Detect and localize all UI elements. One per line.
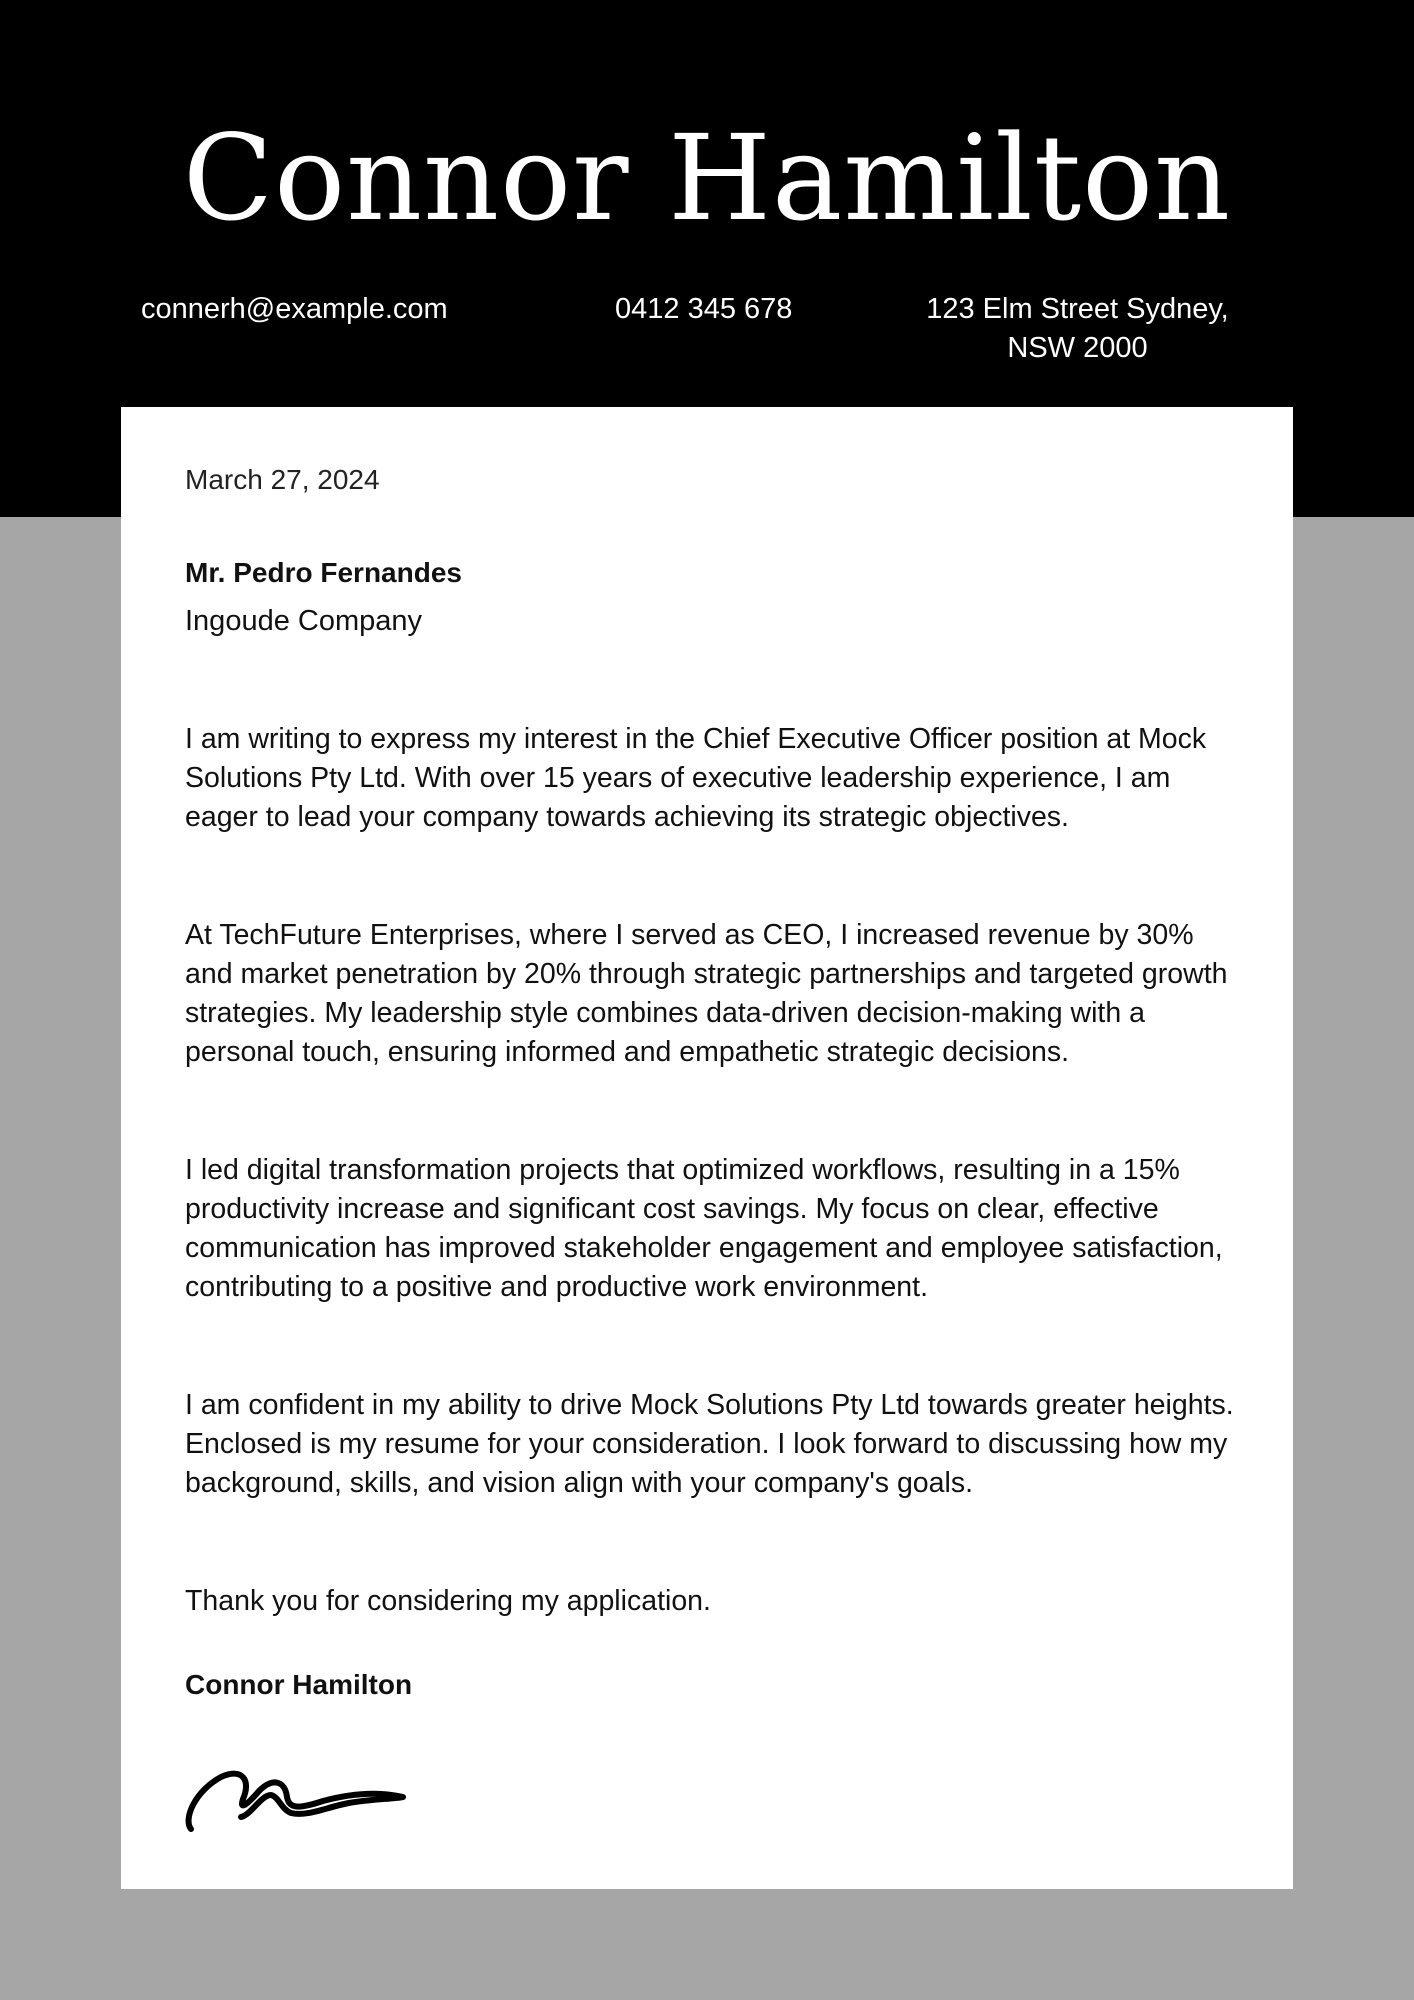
- contact-phone: 0412 345 678: [615, 293, 793, 325]
- letter-paragraph-intro: I am writing to express my interest in the Chief Executive Officer position at Mock Solutions Pty Ltd. With over 15 years of executive leadership experience, I am eager to lead your company towards achieving its strategic objectives.: [185, 723, 1207, 833]
- recipient-company: Ingoude Company: [185, 605, 422, 637]
- letter-paragraph-closing: I am confident in my ability to drive Mock Solutions Pty Ltd towards greater heights. Enclosed is my resume for your consideration. I look forward to discussing how my background, skills, and vision align with your company's goals.: [185, 1389, 1234, 1499]
- letter-paragraph-experience: At TechFuture Enterprises, where I served as CEO, I increased revenue by 30% and market penetration by 20% through strategic partnerships and targeted growth strategies. My leadership style combines data-driven decision-making with a personal touch, ensuring informed and empathetic strategic decisions.: [185, 919, 1228, 1068]
- contact-address: 123 Elm Street Sydney, NSW 2000: [926, 293, 1229, 364]
- letter-paragraph-thanks: Thank you for considering my application.: [185, 1585, 711, 1617]
- letter-date: March 27, 2024: [185, 464, 380, 495]
- applicant-name-title: Connor Hamilton: [182, 109, 1232, 247]
- handwritten-signature: [181, 1739, 431, 1839]
- contact-email: connerh@example.com: [141, 293, 448, 325]
- recipient-name: Mr. Pedro Fernandes: [185, 557, 462, 588]
- letter-paragraph-transformation: I led digital transformation projects that optimized workflows, resulting in a 15% productivity increase and significant cost savings. My focus on clear, effective communication has improved stakeholder engagement and employee satisfaction, contributing to a positive and productive work environment.: [185, 1154, 1223, 1303]
- signoff-name: Connor Hamilton: [185, 1669, 413, 1700]
- letter-paper: [121, 407, 1293, 1889]
